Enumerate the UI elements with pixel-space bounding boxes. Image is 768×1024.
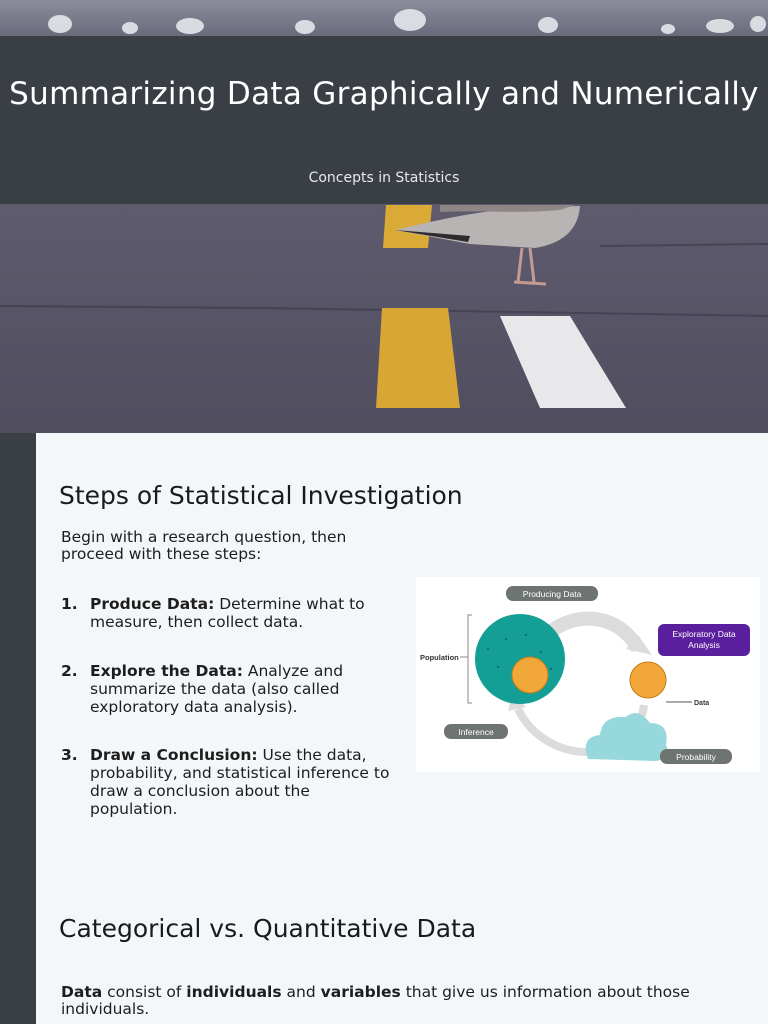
step-title: Produce Data: (90, 595, 215, 613)
title-banner (0, 36, 768, 204)
term-data: Data (61, 983, 103, 1001)
main-content (36, 433, 768, 1024)
data-label: Data (694, 700, 710, 707)
list-number: 3. (61, 746, 78, 764)
sample-circle (512, 657, 548, 693)
text-span: consist of (102, 983, 187, 1001)
text-span: and (281, 983, 321, 1001)
page-title: Summarizing Data Graphically and Numerically (9, 76, 759, 112)
data-definition-paragraph (61, 984, 741, 1018)
page-subtitle: Concepts in Statistics (308, 170, 460, 186)
producing-data-label: Producing Data (522, 589, 582, 599)
step-title: Draw a Conclusion: (90, 746, 258, 764)
list-number: 1. (61, 595, 78, 613)
step-text: Use the data, probability, and statistical inference to draw a conclusion about the population. (90, 746, 390, 818)
exploratory-label-line1: Exploratory Data (672, 629, 736, 639)
list-number: 2. (61, 662, 78, 680)
left-accent-bar (0, 433, 36, 1024)
term-variables: variables (320, 983, 401, 1001)
text-span: that give us information about those individuals. (61, 983, 690, 1018)
step-text: Analyze and summarize the data (also called exploratory data analysis). (90, 662, 344, 716)
term-individuals: individuals (186, 983, 282, 1001)
probability-label: Probability (676, 752, 716, 762)
exploratory-label-line2: Analysis (688, 640, 720, 650)
step-text: Determine what to measure, then collect data. (90, 595, 365, 631)
population-label: Population (420, 653, 459, 662)
step-title: Explore the Data: (90, 662, 243, 680)
intro-paragraph: Begin with a research question, then proceed with these steps: (61, 528, 347, 563)
probability-cloud (586, 713, 668, 761)
data-circle (630, 662, 666, 698)
section-heading-data-types: Categorical vs. Quantitative Data (59, 914, 477, 943)
inference-label: Inference (458, 727, 494, 737)
section-heading-steps: Steps of Statistical Investigation (59, 481, 463, 510)
statistical-investigation-diagram (416, 577, 760, 772)
